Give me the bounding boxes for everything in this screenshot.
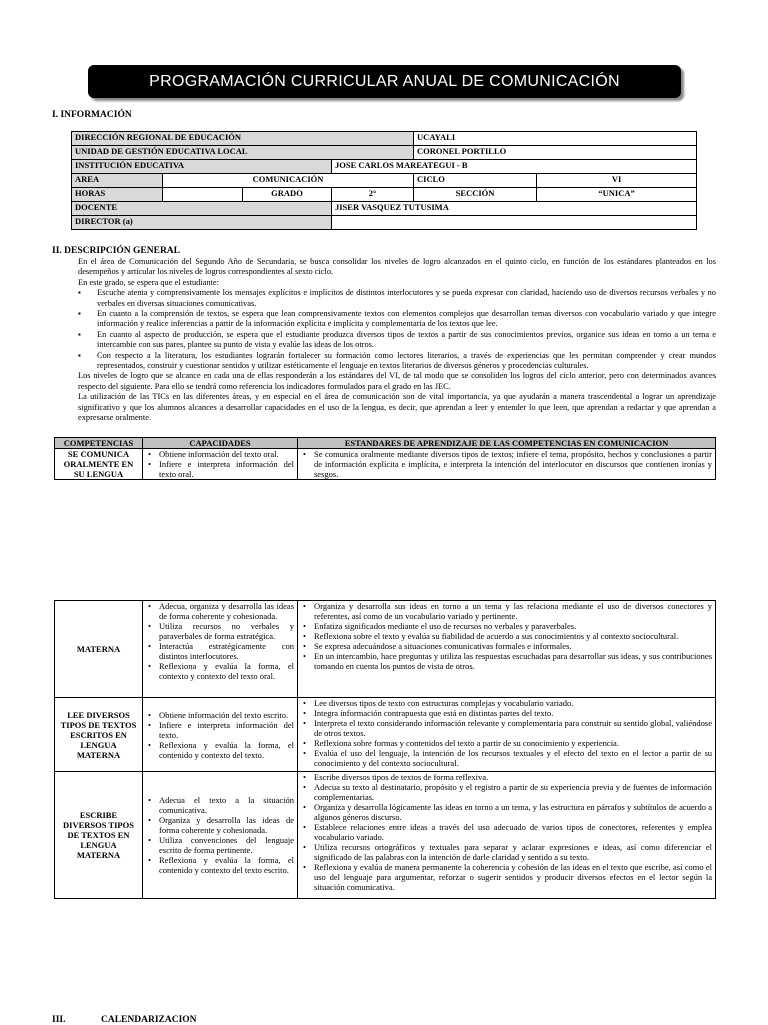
dre-label: DIRECCIÓN REGIONAL DE EDUCACIÓN [72, 132, 414, 146]
capacity-item: • Reflexiona y evalúa la forma, el contenido y contexto del texto escrito. [146, 855, 294, 875]
standard-item: • En un intercambio, hace preguntas y utiliza las respuestas escuchadas para desarrollar sus ideas, y sus contribuciones tomando en cuenta los puntos de vista de otros. [301, 651, 712, 671]
grado-label: GRADO [243, 188, 332, 202]
desc-bullet-1: ▪ Escuche atenta y comprensivamente los mensajes explícitos e implícitos de distintos interlocutores y se pueda expresar con claridad, haciendo uso de diversos recursos verbales y no verbales en diversas situaciones comunicativas. [78, 288, 716, 309]
capacity-item: • Interactúa estratégicamente con distintos interlocutores. [146, 641, 294, 661]
capacity-item: • Reflexiona y evalúa la forma, el contenido y contexto del texto. [146, 740, 294, 760]
competencies-table-continued [54, 600, 716, 899]
area-label: AREA [72, 174, 163, 188]
capacity-item: • Obtiene información del texto oral. [146, 449, 294, 459]
docente-value: JISER VASQUEZ TUTUSIMA [332, 202, 697, 216]
standard-item: • Reflexiona y evalúa de manera permanente la coherencia y cohesión de las ideas en el texto que escribe, así como el uso del lenguaje para argumentar, reforzar o sugerir sentidos y producir diversos efectos en el lector según la situación comunicativa. [301, 862, 712, 892]
competencies-table [54, 437, 716, 480]
ie-label: INSTITUCIÓN EDUCATIVA [72, 160, 332, 174]
capacity-item: • Infiere e interpreta información del texto. [146, 720, 294, 740]
seccion-label: SECCIÓN [414, 188, 537, 202]
col-header-capacidades: CAPACIDADES [143, 438, 298, 449]
standard-item: • Organiza y desarrolla sus ideas en torno a un tema y las relaciona mediante el uso de diversos conectores y referentes, así como de un vocabulario variado y pertinente. [301, 601, 712, 621]
standard-item: • Organiza y desarrolla lógicamente las ideas en torno a un tema, y las estructura en párrafos y subtítulos de acuerdo a algunos géneros discurso. [301, 802, 712, 822]
standard-item: • Enfatiza significados mediante el uso de recursos no verbales y paraverbales. [301, 621, 712, 631]
desc-bullet-2: ▪ En cuanto a la comprensión de textos, se espera que lean comprensivamente textos con elementos complejos que desarrollan temas diversos con vocabulario variado y que integre información y realice inferencias a partir de la información explícita e implícita y complementaria de los textos que lee. [78, 309, 716, 330]
standard-item: • Escribe diversos tipos de textos de forma reflexiva. [301, 772, 712, 782]
desc-bullet-4: ▪ Con respecto a la literatura, los estudiantes lograrán fortalecer su formación como lectores literarios, a través de experiencias que les permitan comprender y crear mundos representados, construir y cuestionar sentidos y utilizar estéticamente el lenguaje en textos literarios de diversos géneros y procedencias culturales. [78, 351, 716, 372]
competency-name: SE COMUNICA ORALMENTE EN SU LENGUA [55, 449, 143, 480]
desc-paragraph-3: Los niveles de logro que se alcance en cada una de ellas responderán a los estándares del VI, de tal modo que se consoliden los logros del ciclo anterior, pero con determinados avances respecto del siguiente. Para ello se tendrá como referencia los indicadores formulados para el grado en las JEC. [78, 371, 716, 391]
area-value: COMUNICACIÓN [163, 174, 414, 188]
document-title: PROGRAMACIÓN CURRICULAR ANUAL DE COMUNICACIÓN [88, 65, 681, 98]
desc-paragraph-4: La utilización de las TICs en las diferentes áreas, y en especial en el área de comunicación son de vital importancia, ya que ayudarán a manera trascendental a lograr un aprendizaje significativo y que los alumnos alcances a desarrollar capacidades en el uso de la lengua, es decir, que aprendan a leer y entender lo que leen, que aprendan a redactar y que aprendan a expresarse oralmente. [78, 392, 716, 423]
capacity-item: • Organiza y desarrolla las ideas de forma coherente y cohesionada. [146, 815, 294, 835]
standard-item: • Interpreta el texto considerando información relevante y complementaria para construir su sentido global, valiéndose de otros textos. [301, 718, 712, 738]
capacity-item: • Utiliza recursos no verbales y paraverbales de forma estratégica. [146, 621, 294, 641]
standard-item: • Reflexiona sobre formas y contenidos del texto a partir de su conocimiento y experiencia. [301, 738, 712, 748]
ugel-value: CORONEL PORTILLO [414, 146, 697, 160]
standard-item: • Utiliza recursos ortográficos y textuales para separar y aclarar expresiones e ideas, así como diferenciar el significado de las palabras con la intención de darle claridad y sentido a su texto. [301, 842, 712, 862]
docente-label: DOCENTE [72, 202, 332, 216]
capacity-item: • Adecua, organiza y desarrolla las ideas de forma coherente y cohesionada. [146, 601, 294, 621]
section-heading-informacion: I. INFORMACIÓN [52, 110, 132, 120]
competency-name: MATERNA [55, 601, 143, 698]
capacity-item: • Adecua el texto a la situación comunicativa. [146, 795, 294, 815]
ciclo-label: CICLO [414, 174, 537, 188]
competency-name: LEE DIVERSOS TIPOS DE TEXTOS ESCRITOS EN LENGUA MATERNA [55, 698, 143, 772]
table-row [55, 698, 716, 772]
desc-bullet-3: ▪ En cuanto al aspecto de producción, se espera que el estudiante produzca diversos tipos de textos a partir de sus conocimientos previos, organice sus ideas en torno a un tema e intercambie con sus pares, plantee su punto de vista y evalúe las ideas de los otros. [78, 330, 716, 351]
seccion-value: “UNICA” [537, 188, 697, 202]
capacity-item: • Obtiene información del texto escrito. [146, 710, 294, 720]
table-row [55, 601, 716, 698]
director-value [332, 216, 697, 230]
desc-bullet-list [78, 288, 716, 371]
section-heading-calendarizacion: CALENDARIZACION [101, 1015, 197, 1025]
standard-item: • Reflexiona sobre el texto y evalúa su fiabilidad de acuerdo a sus conocimientos y al contexto sociocultural. [301, 631, 712, 641]
desc-paragraph-2: En este grado, se espera que el estudiante: [78, 277, 219, 287]
ie-value: JOSE CARLOS MAREATEGUI - B [332, 160, 697, 174]
table-row [55, 772, 716, 899]
director-label: DIRECTOR (a) [72, 216, 332, 230]
capacity-item: • Infiere e interpreta información del texto oral. [146, 459, 294, 479]
section-heading-descripcion: II. DESCRIPCIÓN GENERAL [52, 246, 181, 256]
standard-item: • Integra información contrapuesta que está en distintas partes del texto. [301, 708, 712, 718]
horas-label: HORAS [72, 188, 163, 202]
ciclo-value: VI [537, 174, 697, 188]
info-table [71, 131, 697, 230]
capacity-item: • Utiliza convenciones del lenguaje escrito de forma pertinente. [146, 835, 294, 855]
general-description [78, 257, 716, 424]
ugel-label: UNIDAD DE GESTIÓN EDUCATIVA LOCAL [72, 146, 414, 160]
desc-paragraph-1: En el área de Comunicación del Segundo Año de Secundaria, se busca consolidar los niveles de logro alcanzados en el quinto ciclo, en función de los estándares planteados en los desempeños y articular los niveles de logros correspondientes al sexto ciclo. [78, 257, 716, 277]
grado-value: 2° [332, 188, 414, 202]
standard-item: • Evalúa el uso del lenguaje, la intención de los recursos textuales y el efecto del texto en el lector a partir de su conocimiento y del contexto sociocultural. [301, 748, 712, 768]
standard-item: • Adecua su texto al destinatario, propósito y el registro a partir de su experiencia previa y de fuentes de información complementarias. [301, 782, 712, 802]
col-header-competencias: COMPETENCIAS [55, 438, 143, 449]
horas-value [163, 188, 243, 202]
standard-item: • Lee diversos tipos de texto con estructuras complejas y vocabulario variado. [301, 698, 712, 708]
standard-item: • Se comunica oralmente mediante diversos tipos de textos; infiere el tema, propósito, hechos y conclusiones a partir de información explícita e implícita, e interpreta la intención del interlocutor en discursos que contienen ironías y sesgos. [301, 449, 712, 479]
competency-name: ESCRIBE DIVERSOS TIPOS DE TEXTOS EN LENGUA MATERNA [55, 772, 143, 899]
col-header-estandares: ESTANDARES DE APRENDIZAJE DE LAS COMPETENCIAS EN COMUNICACION [298, 438, 716, 449]
standard-item: • Se expresa adecuándose a situaciones comunicativas formales e informales. [301, 641, 712, 651]
capacity-item: • Reflexiona y evalúa la forma, el contexto y contexto del texto oral. [146, 661, 294, 681]
standard-item: • Establece relaciones entre ideas a través del uso adecuado de varios tipos de conectores, referentes y emplea vocabulario variado. [301, 822, 712, 842]
section-heading-number: III. [52, 1015, 66, 1025]
table-row [55, 449, 716, 480]
dre-value: UCAYALI [414, 132, 697, 146]
